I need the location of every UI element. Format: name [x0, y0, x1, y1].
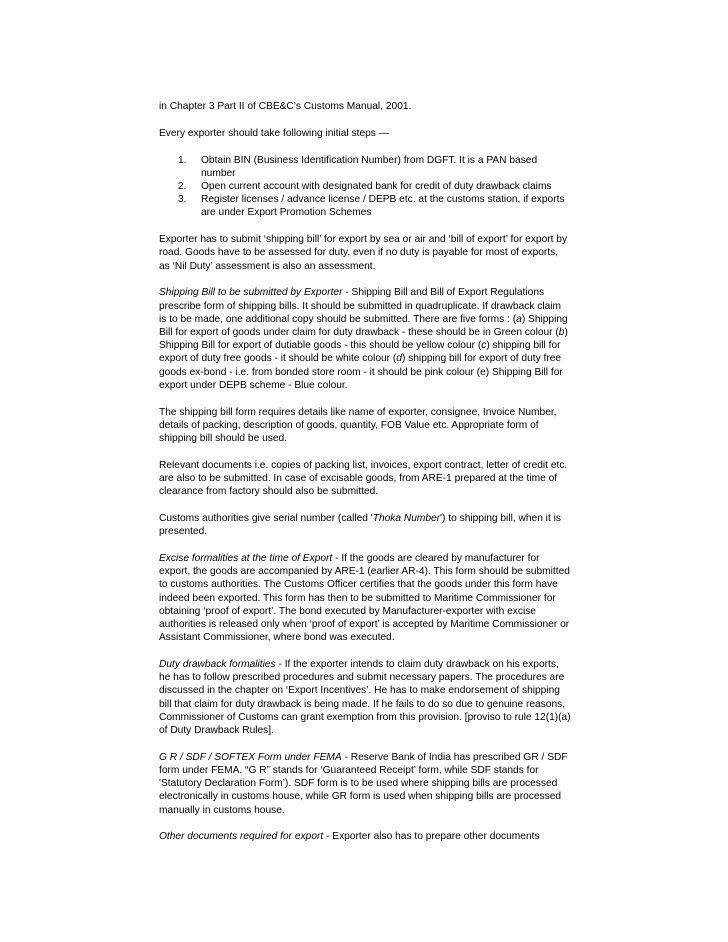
- italic-letter: d: [396, 353, 402, 365]
- other-documents-heading: Other documents required for export: [159, 831, 324, 843]
- initial-steps-list: [159, 154, 571, 220]
- shipping-bill-form-paragraph: The shipping bill form requires details like name of exporter, consignee, Invoice Number, details of packing, description of goods, quantity, FOB Value etc. Appropriate form of shipping bill should be used.: [159, 406, 557, 445]
- paragraph-text: - Shipping Bill and Bill of Export Regulations prescribe form of shipping bills. It should be submitted in quadruplicate. If drawback claim is to be made, one additional copy should be submitted. There are five forms : (: [159, 287, 562, 325]
- excise-heading: Excise formalities at the time of Export: [159, 553, 333, 565]
- list-item: [159, 193, 571, 219]
- gr-sdf-heading: G R / SDF / SOFTEX Form under FEMA: [159, 751, 342, 763]
- shipping-bill-heading: Shipping Bill to be submitted by Exporter: [159, 287, 343, 299]
- list-item: [159, 180, 571, 193]
- paragraph-text: ) shipping bill for export of duty free goods - it should be white colour (: [159, 340, 561, 365]
- paragraph-text: - Reserve Bank of India has prescribed GR / SDF form under FEMA. “G R” stands for ‘Guaranteed Receipt’ form, while SDF stands for 'Statutory Declaration Form’). SDF form is to be used where shipping bills are processed electronically in customs house, while GR form is used when shipping bills are processed manually in customs house.: [159, 751, 568, 816]
- list-item-text: Register licenses / advance license / DEPB etc. at the customs station, if exports are under Export Promotion Schemes: [201, 194, 565, 219]
- paragraph-text: - Exporter also has to prepare other documents: [323, 831, 540, 843]
- list-item-text: Obtain BIN (Business Identification Number) from DGFT. It is a PAN based number: [201, 154, 538, 179]
- paragraph-text: ) Shipping Bill for export of goods under claim for duty drawback - these should be in Green colour (: [159, 313, 568, 339]
- intro-line-1: in Chapter 3 Part II of CBE&C’s Customs Manual, 2001.: [159, 101, 412, 112]
- relevant-documents-paragraph: Relevant documents i.e. copies of packing list, invoices, export contract, letter of credit etc. are also to be submitted. In case of excisable goods, from ARE-1 prepared at the time of clearance from factory should also be submitted.: [159, 459, 568, 498]
- italic-letter: a: [516, 313, 522, 325]
- list-number: 2.: [178, 181, 187, 192]
- list-number: 3.: [178, 194, 187, 206]
- paragraph-text: ') to shipping bill, when it is presented.: [159, 513, 561, 538]
- paragraph-text: - If the exporter intends to claim duty drawback on his exports, he has to follow prescribed procedures and submit necessary papers. The procedures are discussed in the chapter on ‘Export Incentives’. He has to make endorsement of shipping bill that claim for duty drawback is being made. If he fails to do so due to genuine reasons, Commissioner of Customs can grant exemption from this provision. [proviso to rule 12(1)(a) of Duty Drawback Rules].: [159, 659, 571, 737]
- paragraph-text: ) shipping bill for export of duty free goods ex-bond - i.e. from bonded store room - it should be pink colour (e) Shipping Bill for export under DEPB scheme - Blue colour.: [159, 353, 563, 391]
- list-item-text: Open current account with designated bank for credit of duty drawback claims: [201, 181, 552, 192]
- thoka-number-term: Thoka Number: [372, 513, 441, 525]
- paragraph-text: - If the goods are cleared by manufacturer for export, the goods are accompanied by ARE-1 (earlier AR-4). This form should be submitted to customs authorities. The Customs Officer certifies that the goods under this form have indeed been exported. This form has then to be submitted to Maritime Commissioner for obtaining ‘proof of export’. The bond executed by Manufacturer-exporter with excise authorities is released only when ‘proof of export’ is accepted by Maritime Commissioner or Assistant Commissioner, where bond was executed.: [159, 553, 570, 644]
- list-number: 1.: [178, 154, 187, 166]
- gr-sdf-paragraph: [159, 751, 571, 817]
- italic-letter: b: [558, 327, 565, 339]
- italic-letter: c: [481, 340, 487, 352]
- duty-drawback-heading: Duty drawback formalities: [159, 659, 276, 671]
- list-item: [159, 154, 571, 180]
- text-column: [159, 100, 571, 857]
- paragraph-text: Customs authorities give serial number (called ': [159, 513, 373, 525]
- duty-drawback-paragraph: [159, 658, 571, 737]
- shipping-bill-paragraph: [159, 286, 571, 392]
- thoka-number-paragraph: [159, 512, 571, 538]
- intro-line-2: Every exporter should take following initial steps —: [159, 127, 389, 139]
- other-documents-paragraph: [159, 830, 571, 843]
- paragraph-text: ) Shipping Bill for export of dutiable goods - this should be yellow colour (: [159, 327, 568, 352]
- exporter-paragraph: Exporter has to submit ‘shipping bill’ for export by sea or air and ‘bill of export’ for export by road. Goods have to be assessed for duty, even if no duty is payable for most of exports, as ‘Nil Duty’ assessment is also an assessment.: [159, 234, 568, 272]
- excise-paragraph: [159, 552, 571, 644]
